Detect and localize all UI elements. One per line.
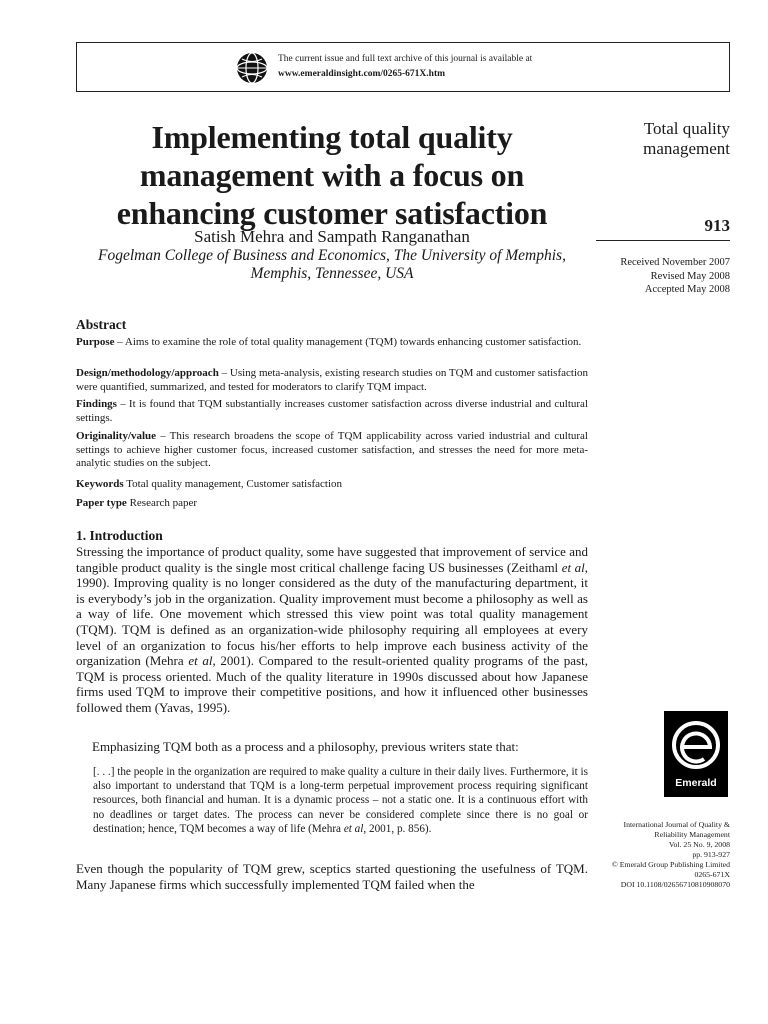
intro-p1-part-b: , 1990). Improving quality is no longer considered as the duty of the manufacturing department, it is everybody’s job in the organization. Quality improvement must become a philosophy as well as a way of life. One movement which stressed this view point was total quality management (TQM). TQM is defined as an organization-wide philosophy requiring all employees at every level of an organization to focus his/her efforts to help improve each business activity of the organization (Mehra: [76, 559, 589, 669]
journal-doi: DOI 10.1108/02656710810908070: [620, 880, 730, 889]
journal-volume: Vol. 25 No. 9, 2008: [668, 840, 730, 849]
design-label: Design/methodology/approach: [76, 367, 219, 379]
received-date: Received November 2007: [620, 257, 730, 268]
abstract-originality: [76, 430, 588, 471]
emerald-logo: [664, 711, 728, 797]
findings-text: – It is found that TQM substantially increases customer satisfaction across diverse industrial and cultural settings.: [76, 398, 588, 424]
abstract-heading: Abstract: [76, 317, 127, 332]
logo-wordmark: Emerald: [675, 777, 717, 789]
paper-type-text: Research paper: [126, 497, 198, 509]
abstract-design: [76, 367, 588, 394]
journal-pages: pp. 913-927: [692, 850, 730, 859]
accepted-date: Accepted May 2008: [644, 284, 730, 295]
keywords: [76, 477, 342, 491]
journal-info: [590, 820, 730, 890]
journal-header-box: [76, 42, 730, 92]
revised-date: Revised May 2008: [650, 270, 730, 282]
intro-paragraph-2: Emphasizing TQM both as a process and a philosophy, previous writers state that:: [92, 739, 519, 754]
journal-name-2: Reliability Management: [654, 830, 730, 839]
originality-label: Originality/value: [76, 430, 157, 442]
submission-dates: [596, 256, 730, 297]
journal-copyright: © Emerald Group Publishing Limited: [611, 860, 730, 869]
emerald-e-icon: [664, 713, 728, 777]
et-al: et al: [188, 653, 213, 669]
originality-text: – This research broadens the scope of TQM applicability across varied industrial and cultural settings to achieve higher customer focus, increased customer satisfaction, and stresses the need for more meta-analytic studies on the subject.: [76, 430, 588, 469]
quote-part-b: , 2001, p. 856).: [363, 822, 432, 835]
journal-url-link[interactable]: www.emeraldinsight.com/0265-671X.htm: [278, 69, 446, 79]
abstract-purpose: [76, 336, 588, 350]
intro-paragraph-3: Even though the popularity of TQM grew, sceptics started questioning the usefulness of TQM. Many Japanese firms which successfully implemented TQM failed when the: [76, 861, 588, 892]
intro-p1-part-c: , 2001). Compared to the result-oriented quality programs of the past, TQM is process oriented. Much of the quality literature in 1990s discussed about how Japanese firms used TQM to improve their competitive positions, and how it influenced other businesses followed them (Yavas, 1995).: [76, 653, 588, 715]
block-quote: [93, 765, 588, 836]
authors: Satish Mehra and Sampath Ranganathan: [194, 227, 470, 246]
header-line: The current issue and full text archive of this journal is available at: [278, 54, 533, 64]
introduction-heading: 1. Introduction: [76, 528, 163, 543]
purpose-label: Purpose: [76, 336, 115, 348]
purpose-text: – Aims to examine the role of total quality management (TQM) towards enhancing customer satisfaction.: [114, 336, 582, 348]
keywords-text: Total quality management, Customer satisfaction: [123, 478, 343, 490]
design-text: – Using meta-analysis, existing research studies on TQM and customer satisfaction were quantified, summarized, and tested for moderators to clarify TQM impact.: [76, 367, 588, 393]
journal-name-1: International Journal of Quality &: [623, 820, 730, 829]
keywords-label: Keywords: [76, 478, 124, 490]
journal-issn: 0265-671X: [694, 870, 730, 879]
running-topic: Total quality management: [643, 119, 730, 158]
intro-p1-part-a: Stressing the importance of product quality, some have suggested that improvement of service and tangible product quality is the single most critical challenge facing US businesses (Zeithaml: [76, 544, 588, 575]
et-al: et al: [343, 822, 364, 835]
abstract-findings: [76, 398, 588, 425]
affiliation: Fogelman College of Business and Economics, The University of Memphis, Memphis, Tennessee, USA: [98, 247, 566, 282]
quote-part-a: [. . .] the people in the organization are required to make quality a culture in their daily lives. Furthermore, it is also important to understand that TQM is a long-term perpetual improvement process requiring significant resources, both financial and human. It is a dynamic process – not a static one. It is a continuous effort with no deadlines or target dates. The process can never be considered complete since there is no goal or destination; hence, TQM becomes a way of life (Mehra: [93, 766, 588, 835]
header-text: [278, 52, 532, 82]
paper-type-label: Paper type: [76, 497, 127, 509]
intro-paragraph-1: [76, 544, 588, 716]
page-number: 913: [704, 216, 730, 235]
paper-title: Implementing total quality management with a focus on enhancing customer satisfaction: [116, 119, 548, 231]
paper-type: [76, 496, 197, 510]
sidebar-divider: [596, 240, 730, 241]
globe-icon: [236, 52, 268, 84]
et-al: et al: [561, 559, 585, 575]
findings-label: Findings: [76, 398, 117, 410]
